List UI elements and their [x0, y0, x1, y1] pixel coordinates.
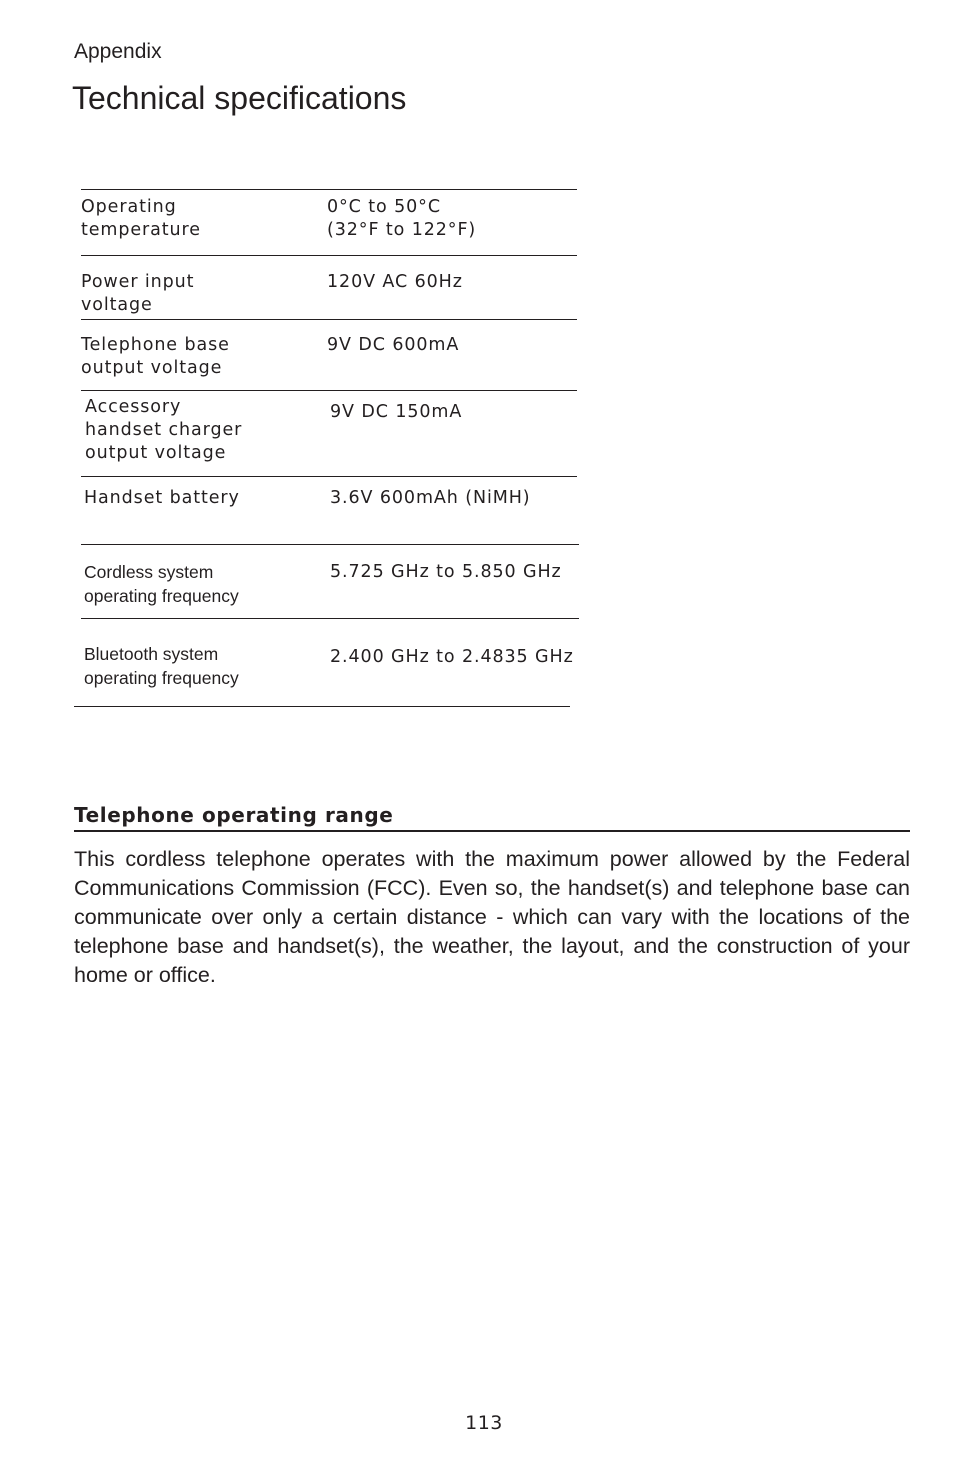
spec-label-power-input-voltage: Power input voltage	[81, 272, 195, 315]
spec-label-operating-temperature: Operating temperature	[81, 197, 201, 240]
operating-range-body: This cordless telephone operates with the maximum power allowed by the Federal Communications Commission (FCC). Even so, the handset(s) and telephone base can communicate over only a certain distance - which can vary with the locations of the telephone base and handset(s), the weather, the layout, and the construction of your home or office.	[74, 847, 910, 987]
spec-value-operating-temperature: 0°C to 50°C (32°F to 122°F)	[327, 197, 477, 240]
spec-label-bluetooth-frequency: Bluetooth system operating frequency	[84, 644, 239, 688]
spec-value-cordless-frequency: 5.725 GHz to 5.850 GHz	[330, 562, 562, 582]
spec-value-base-output-voltage: 9V DC 600mA	[327, 335, 460, 355]
table-rule	[81, 319, 577, 320]
spec-value-charger-output-voltage: 9V DC 150mA	[330, 402, 463, 422]
section-label: Appendix	[74, 40, 162, 63]
page-number: 113	[465, 1412, 503, 1434]
spec-value-power-input-voltage: 120V AC 60Hz	[327, 272, 463, 292]
spec-label-base-output-voltage: Telephone base output voltage	[81, 335, 230, 378]
page-title: Technical specifications	[72, 80, 407, 116]
spec-label-handset-battery: Handset battery	[84, 488, 240, 508]
spec-label-charger-output-voltage: Accessory handset charger output voltage	[85, 397, 243, 463]
spec-label-cordless-frequency: Cordless system operating frequency	[84, 562, 239, 606]
table-rule	[74, 706, 570, 707]
table-rule	[81, 189, 577, 190]
spec-value-bluetooth-frequency: 2.400 GHz to 2.4835 GHz	[330, 647, 574, 667]
operating-range-heading: Telephone operating range	[74, 803, 394, 827]
table-rule	[81, 255, 577, 256]
heading-underline	[74, 830, 910, 832]
table-rule	[81, 390, 577, 391]
table-rule	[81, 618, 579, 619]
spec-value-handset-battery: 3.6V 600mAh (NiMH)	[330, 488, 531, 508]
table-rule	[81, 544, 579, 545]
table-rule	[81, 476, 577, 477]
